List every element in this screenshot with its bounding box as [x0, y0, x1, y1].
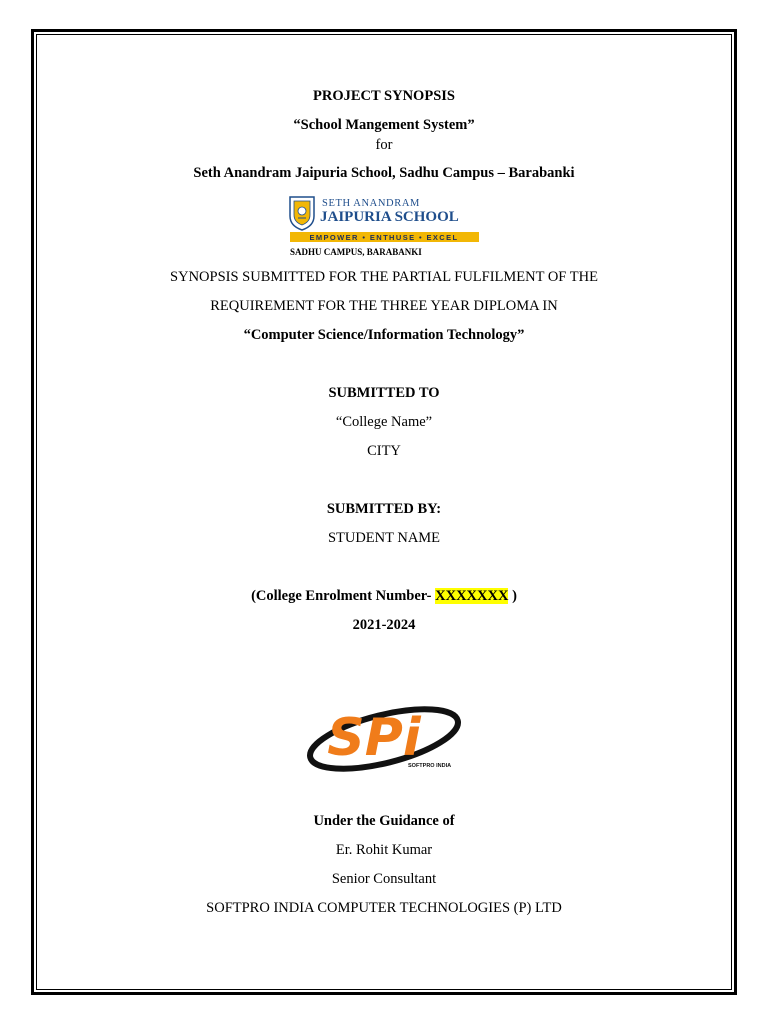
spi-logo — [304, 697, 464, 777]
school-logo — [288, 194, 480, 258]
for-text: for — [375, 137, 393, 153]
submission-line2: REQUIREMENT FOR THE THREE YEAR DIPLOMA IN — [210, 298, 558, 314]
school-logo-line2: JAIPURIA SCHOOL — [320, 209, 459, 225]
session-years: 2021-2024 — [352, 617, 416, 633]
spi-logo-subtitle: SOFTPRO INDIA — [408, 763, 452, 769]
enrolment-suffix: ) — [508, 588, 517, 604]
company-name: SOFTPRO INDIA COMPUTER TECHNOLOGIES (P) LTD — [206, 900, 562, 916]
guide-designation: Senior Consultant — [331, 871, 437, 887]
course-name: “Computer Science/Information Technology” — [243, 327, 525, 343]
school-logo-line1: SETH ANANDRAM — [322, 198, 420, 209]
enrolment-line — [0, 587, 768, 605]
school-crest-icon — [290, 197, 314, 230]
city: CITY — [367, 443, 401, 459]
school-line: Seth Anandram Jaipuria School, Sadhu Campus – Barabanki — [193, 165, 575, 181]
project-title — [0, 116, 768, 134]
submitted-by-label: SUBMITTED BY: — [326, 501, 442, 517]
spi-logo-text: SPi — [327, 708, 421, 768]
guidance-label: Under the Guidance of — [313, 813, 455, 829]
school-logo-campus: SADHU CAMPUS, BARABANKI — [290, 247, 422, 257]
project-title-text: “School Mangement System” — [293, 117, 475, 133]
student-name: STUDENT NAME — [327, 530, 441, 546]
submission-line1: SYNOPSIS SUBMITTED FOR THE PARTIAL FULFILMENT OF THE — [170, 269, 598, 285]
college-name: “College Name” — [335, 414, 433, 430]
enrolment-number: XXXXXXX — [435, 588, 509, 604]
school-logo-tagline: EMPOWER • ENTHUSE • EXCEL — [309, 233, 459, 242]
guide-name: Er. Rohit Kumar — [335, 842, 433, 858]
submitted-to-label: SUBMITTED TO — [328, 385, 440, 401]
synopsis-heading: PROJECT SYNOPSIS — [313, 88, 455, 104]
enrolment-prefix: (College Enrolment Number- — [251, 588, 436, 604]
